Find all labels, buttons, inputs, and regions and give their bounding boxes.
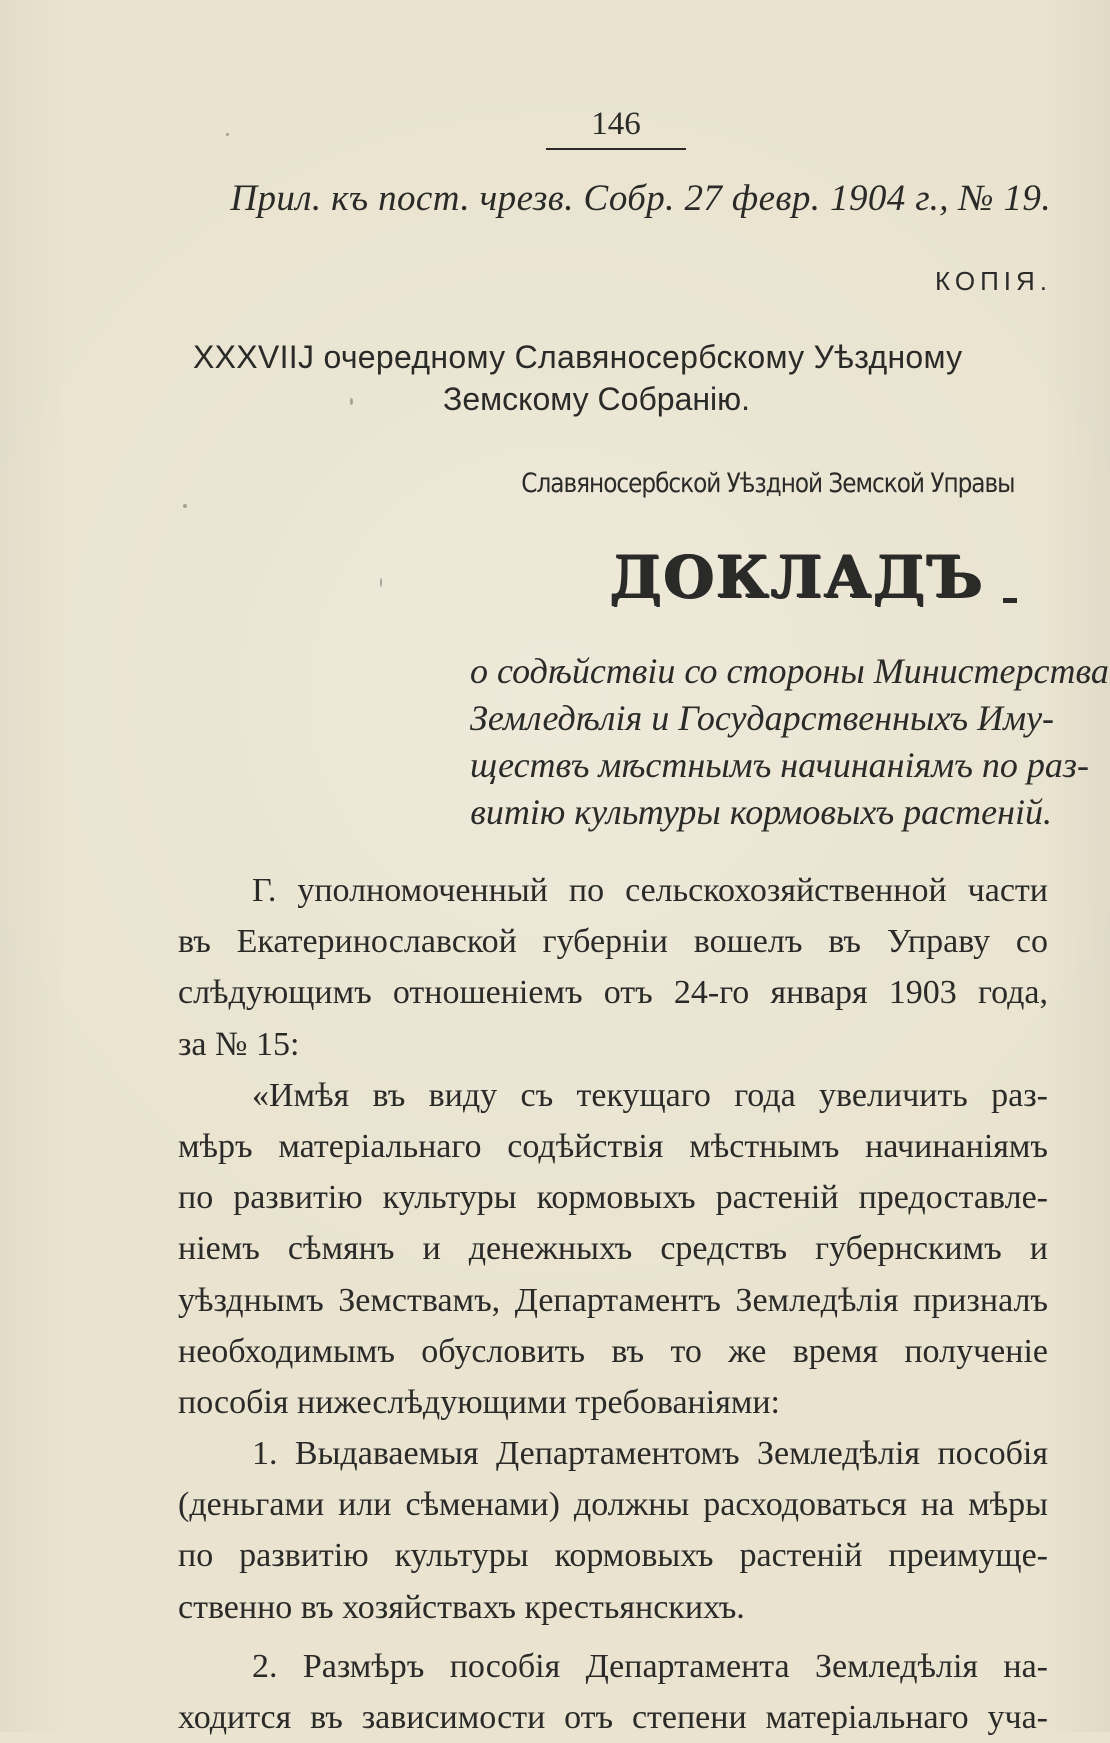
body-line: слѣдующимъ отношеніемъ отъ 24-го января 1903 года, (178, 974, 1048, 1012)
scan-speck (350, 398, 353, 405)
subject-line: о содѣйствіи со стороны Министерства (470, 651, 1109, 691)
addressee-block (193, 336, 1053, 420)
document-title: ДОКЛАДЪ (610, 543, 985, 611)
body-text (178, 865, 1048, 1743)
body-line: 2. Размѣръ пособія Департамента Земледѣлія на- (252, 1647, 1048, 1685)
issuing-board: Славяносербской Уѣздной Земской Управы (520, 468, 1014, 499)
subject-line: витію культуры кормовыхъ растеній. (470, 792, 1052, 832)
copy-mark: КОПІЯ. (935, 266, 1052, 296)
body-line: мѣръ матеріальнаго содѣйствія мѣстнымъ начинаніямъ (178, 1127, 1048, 1165)
subject-line: Земледѣлія и Государственныхъ Иму- (470, 698, 1055, 738)
body-line: по развитію культуры кормовыхъ растеній преимуще- (178, 1537, 1048, 1575)
body-line: въ Екатеринославской губерніи вошелъ въ Управу со (178, 923, 1048, 961)
body-line: по развитію культуры кормовыхъ растеній предоставле- (178, 1179, 1048, 1217)
subject-line: ществъ мѣстнымъ начинаніямъ по раз- (470, 745, 1089, 785)
scan-speck (380, 578, 382, 587)
appendix-reference: Прил. къ пост. чрезв. Собр. 27 февр. 1904 г., № 19. (230, 178, 1051, 219)
body-line: 1. Выдаваемыя Департаментомъ Земледѣлія пособія (252, 1435, 1048, 1473)
body-line: (деньгами или сѣменами) должны расходоваться на мѣры (178, 1486, 1048, 1524)
page-number-rule (546, 148, 686, 150)
body-line: уѣзднымъ Земствамъ, Департаментъ Земледѣлія призналъ (178, 1281, 1048, 1319)
body-line: ходится въ зависимости отъ степени матеріальнаго уча- (178, 1699, 1048, 1736)
addressee-line-1: XXXVIIJ очередному Славяносербскому Уѣздному (193, 339, 963, 375)
title-dash (1003, 598, 1017, 603)
report-subject (470, 648, 1109, 836)
scan-speck (183, 504, 187, 508)
scan-speck (226, 133, 229, 136)
page-number: 146 (591, 106, 641, 142)
body-line: необходимымъ обусловить въ то же время полученіе (178, 1332, 1048, 1370)
body-line: ніемъ сѣмянъ и денежныхъ средствъ губернскимъ и (178, 1230, 1048, 1268)
body-line: «Имѣя въ виду съ текущаго года увеличить раз- (252, 1076, 1048, 1114)
body-line: ственно въ хозяйствахъ крестьянскихъ. (178, 1588, 745, 1626)
addressee-line-2: Земскому Собранію. (443, 381, 751, 417)
body-line: за № 15: (178, 1025, 300, 1063)
body-line: Г. уполномоченный по сельскохозяйственной части (252, 872, 1048, 909)
body-line: пособія нижеслѣдующими требованіями: (178, 1383, 780, 1421)
